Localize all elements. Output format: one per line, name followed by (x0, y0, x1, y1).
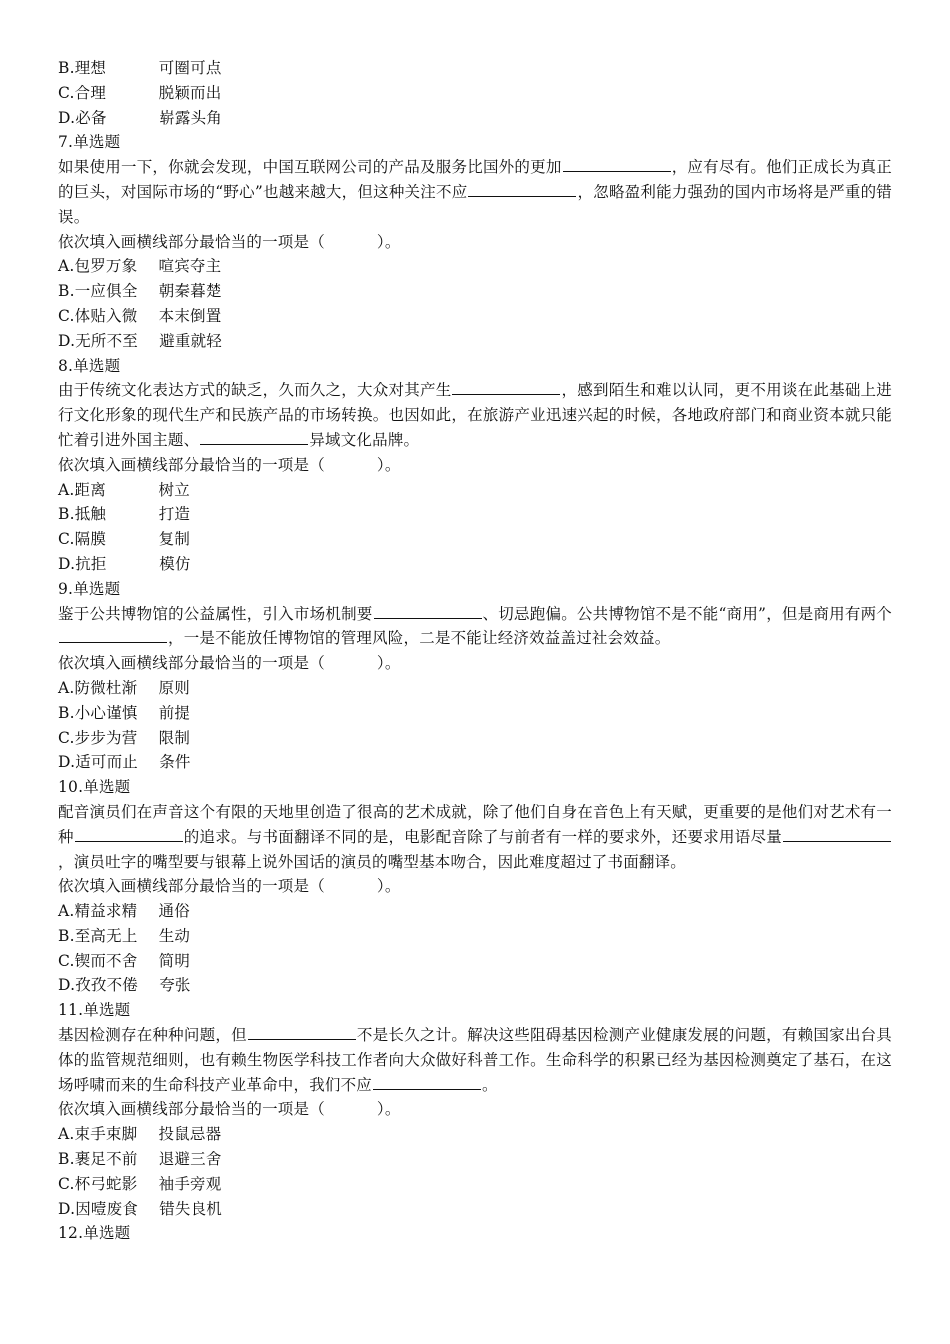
option-letter: D. (58, 554, 76, 573)
option-first-word: 一应俱全 (74, 282, 138, 301)
option-first-word: 距离 (74, 480, 106, 499)
option-first-word: 至高无上 (74, 926, 138, 945)
option-letter: C. (58, 728, 75, 747)
option-a[interactable] (58, 899, 892, 924)
option-first-word: 体贴入微 (74, 306, 138, 325)
option-second-word: 退避三舍 (158, 1150, 222, 1169)
option-second-word: 崭露头角 (159, 108, 223, 127)
option-letter: B. (58, 926, 75, 945)
option-b[interactable] (58, 502, 892, 527)
fill-blank (468, 181, 576, 197)
option-d[interactable] (58, 329, 892, 354)
option-letter: B. (58, 59, 75, 77)
option-letter: B. (58, 505, 75, 524)
option-letter: C. (58, 530, 75, 549)
option-d[interactable] (58, 750, 892, 775)
option-letter: C. (58, 83, 75, 102)
option-letter: D. (58, 1199, 76, 1218)
stem-text: ，应有尽有。他们正成长为真正的巨头，对国际市场的“野心”也越来越大，但这种关注不应 (58, 158, 892, 201)
fill-blank (248, 1024, 356, 1040)
option-b[interactable] (58, 924, 892, 949)
option-first-word: 理想 (74, 59, 107, 77)
stem-text: 的追求。与书面翻译不同的是，电影配音除了与前者有一样的要求外，还要求用语尽量 (183, 827, 782, 846)
option-letter: A. (58, 902, 75, 921)
option-row (58, 106, 892, 131)
stem-text: ，一是不能放任博物馆的管理风险，二是不能让经济效益盖过社会效益。 (168, 629, 671, 648)
option-a[interactable] (58, 478, 892, 503)
option-letter: A. (58, 678, 75, 697)
question-8 (58, 354, 892, 577)
question-header: 10.单选题 (58, 778, 131, 797)
option-second-word: 简明 (158, 951, 191, 970)
option-second-word: 模仿 (159, 554, 191, 573)
question-header: 11.单选题 (58, 1001, 131, 1020)
option-first-word: 精益求精 (74, 902, 138, 921)
option-letter: D. (58, 753, 76, 772)
stem-text: 、切忌跑偏。公共博物馆不是不能“商用”，但是商用有两个 (482, 604, 892, 623)
stem-text: 基因检测存在种种问题，但 (58, 1026, 247, 1045)
stem-text: 不是长久之计。解决这些阻碍基因检测产业健康发展的问题，有赖国家出台具体的监管规范细则，也有赖生物医学科技工作者向大众做好科普工作。生命科学的积累已经为基因检测奠定了基石，在这场呼啸而来的生命科技产业革命中，我们不应 (58, 1026, 892, 1094)
prompt-end: ）。 (376, 232, 401, 251)
option-second-word: 前提 (158, 703, 191, 722)
prompt-end: ）。 (376, 1100, 401, 1119)
question-stem (58, 155, 892, 229)
option-row (58, 81, 892, 106)
option-c[interactable] (58, 527, 892, 552)
exam-document (58, 56, 892, 1246)
option-second-word: 错失良机 (159, 1199, 223, 1218)
option-second-word: 限制 (158, 728, 191, 747)
question-prompt (58, 230, 892, 255)
question-10 (58, 775, 892, 998)
option-letter: D. (58, 976, 76, 995)
stem-text: 配音演员们在声音这个有限的天地里创造了很高的艺术成就，除了他们自身在音色上有天赋，更重要的是他们对艺术有一种 (58, 802, 892, 846)
option-first-word: 束手束脚 (74, 1125, 138, 1144)
question-stem (58, 1023, 892, 1097)
option-letter: C. (58, 306, 75, 325)
option-letter: C. (58, 1174, 75, 1193)
option-first-word: 杯弓蛇影 (74, 1174, 138, 1193)
fill-blank (783, 826, 891, 842)
option-second-word: 可圈可点 (158, 59, 222, 77)
option-d[interactable] (58, 552, 892, 577)
question-9 (58, 577, 892, 775)
option-b[interactable] (58, 279, 892, 304)
option-first-word: 适可而止 (75, 753, 139, 772)
option-c[interactable] (58, 726, 892, 751)
option-first-word: 合理 (74, 83, 107, 102)
stem-text: 由于传统文化表达方式的缺乏，久而久之，大众对其产生 (58, 381, 452, 400)
fill-blank (200, 429, 308, 445)
option-first-word: 防微杜渐 (74, 678, 138, 697)
option-a[interactable] (58, 676, 892, 701)
option-row (58, 56, 892, 81)
leading-options (58, 56, 892, 130)
stem-text: ，演员吐字的嘴型要与银幕上说外国话的演员的嘴型基本吻合，因此难度超过了书面翻译。 (58, 852, 687, 871)
option-letter: B. (58, 282, 75, 301)
option-first-word: 裹足不前 (74, 1150, 138, 1169)
stem-text: 。 (482, 1075, 498, 1094)
question-prompt (58, 874, 892, 899)
question-prompt (58, 1097, 892, 1122)
option-first-word: 小心谨慎 (74, 703, 138, 722)
option-first-word: 锲而不舍 (74, 951, 138, 970)
question-header: 7.单选题 (58, 133, 121, 152)
option-second-word: 通俗 (158, 902, 190, 921)
option-second-word: 原则 (158, 678, 190, 697)
option-first-word: 包罗万象 (74, 257, 138, 276)
option-a[interactable] (58, 1122, 892, 1147)
option-first-word: 抵触 (74, 505, 107, 524)
prompt-end: ）。 (376, 455, 401, 474)
option-second-word: 袖手旁观 (158, 1174, 222, 1193)
question-header-12: 12.单选题 (58, 1224, 131, 1243)
option-second-word: 打造 (158, 505, 191, 524)
option-first-word: 必备 (75, 108, 107, 127)
option-second-word: 夸张 (159, 976, 191, 995)
option-c[interactable] (58, 304, 892, 329)
question-header: 8.单选题 (58, 356, 121, 375)
prompt-text: 依次填入画横线部分最恰当的一项是（ (58, 232, 325, 251)
option-first-word: 孜孜不倦 (75, 976, 139, 995)
option-d[interactable] (58, 1197, 892, 1222)
prompt-text: 依次填入画横线部分最恰当的一项是（ (58, 455, 325, 474)
option-first-word: 抗拒 (75, 554, 107, 573)
option-c[interactable] (58, 1172, 892, 1197)
option-second-word: 条件 (159, 753, 191, 772)
option-second-word: 朝秦暮楚 (158, 282, 222, 301)
option-letter: A. (58, 257, 75, 276)
option-second-word: 复制 (158, 530, 191, 549)
prompt-text: 依次填入画横线部分最恰当的一项是（ (58, 877, 325, 896)
option-letter: B. (58, 703, 75, 722)
question-prompt (58, 651, 892, 676)
option-first-word: 无所不至 (75, 331, 139, 350)
option-second-word: 投鼠忌器 (158, 1125, 222, 1144)
fill-blank (563, 156, 671, 172)
option-first-word: 隔膜 (74, 530, 107, 549)
fill-blank (374, 603, 482, 619)
option-letter: D. (58, 331, 76, 350)
stem-text: 异域文化品牌。 (309, 430, 420, 449)
stem-text: 如果使用一下，你就会发现，中国互联网公司的产品及服务比国外的更加 (58, 158, 562, 177)
fill-blank (452, 379, 560, 395)
option-second-word: 生动 (158, 926, 191, 945)
question-11 (58, 998, 892, 1221)
prompt-end: ）。 (376, 654, 401, 673)
option-letter: A. (58, 480, 75, 499)
option-c[interactable] (58, 949, 892, 974)
question-7 (58, 130, 892, 353)
fill-blank (59, 627, 167, 643)
fill-blank (373, 1074, 481, 1090)
stem-text: ，忽略盈利能力强劲的国内市场将是严重的错误。 (58, 182, 892, 226)
option-d[interactable] (58, 973, 892, 998)
question-header: 9.单选题 (58, 579, 121, 598)
option-second-word: 树立 (158, 480, 190, 499)
option-second-word: 避重就轻 (159, 331, 223, 350)
prompt-text: 依次填入画横线部分最恰当的一项是（ (58, 654, 325, 673)
stem-text: 鉴于公共博物馆的公益属性，引入市场机制要 (58, 604, 373, 623)
option-second-word: 本末倒置 (158, 306, 222, 325)
question-stem (58, 602, 892, 652)
option-first-word: 因噎废食 (75, 1199, 139, 1218)
option-second-word: 脱颖而出 (158, 83, 222, 102)
option-second-word: 喧宾夺主 (158, 257, 222, 276)
option-letter: B. (58, 1150, 75, 1169)
option-letter: C. (58, 951, 75, 970)
option-first-word: 步步为营 (74, 728, 138, 747)
question-stem (58, 378, 892, 452)
option-b[interactable] (58, 1147, 892, 1172)
option-letter: D. (58, 108, 76, 127)
option-b[interactable] (58, 701, 892, 726)
option-letter: A. (58, 1125, 75, 1144)
stem-text: ，感到陌生和难以认同，更不用谈在此基础上进行文化形象的现代生产和民族产品的市场转换。也因如此，在旅游产业迅速兴起的时候，各地政府部门和商业资本就只能忙着引进外国主题、 (58, 381, 892, 449)
prompt-end: ）。 (376, 877, 401, 896)
prompt-text: 依次填入画横线部分最恰当的一项是（ (58, 1100, 325, 1119)
question-stem (58, 800, 892, 874)
question-prompt (58, 453, 892, 478)
fill-blank (75, 826, 183, 842)
option-a[interactable] (58, 254, 892, 279)
